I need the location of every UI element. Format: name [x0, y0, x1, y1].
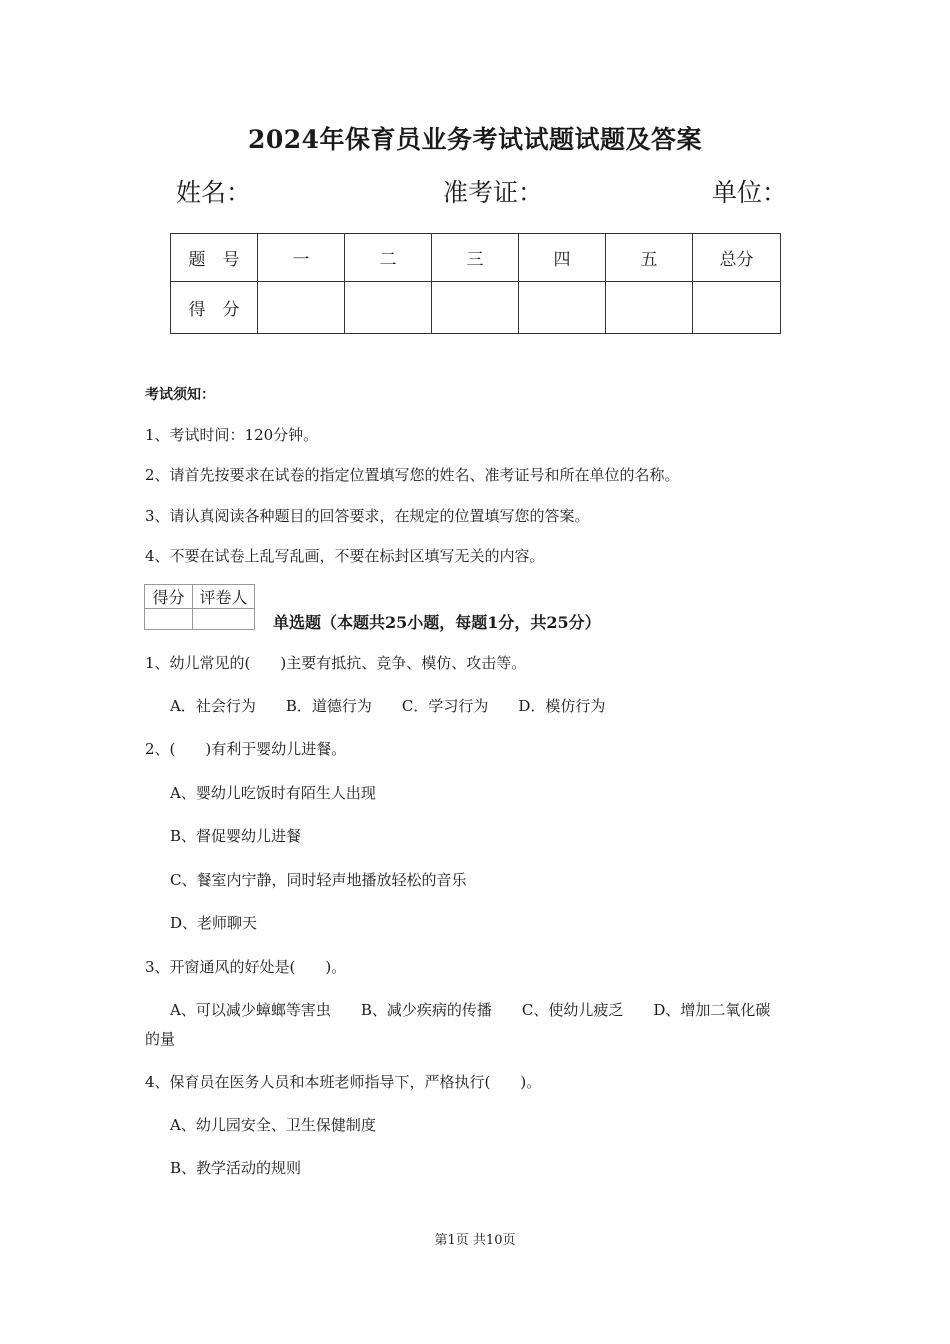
score-row-label: 得 分: [171, 282, 258, 334]
grader-score-cell: [145, 609, 193, 630]
question-3-options: A、可以减少蟑螂等害虫 B、减少疾病的传播 C、使幼儿疲乏 D、增加二氧化碳: [170, 1001, 771, 1019]
score-header-1: 一: [258, 234, 345, 282]
question-2-stem: 2、( )有利于婴幼儿进餐。: [145, 740, 347, 758]
question-4-stem: 4、保育员在医务人员和本班老师指导下，严格执行( )。: [145, 1073, 542, 1091]
score-cell-2: [345, 282, 432, 334]
section-heading: 单选题（本题共25小题，每题1分，共25分）: [273, 613, 601, 632]
grader-name-label: 评卷人: [193, 585, 255, 609]
question-2-option-a: A、婴幼儿吃饭时有陌生人出现: [170, 784, 376, 802]
score-cell-5: [606, 282, 693, 334]
question-3-options-continued: 的量: [145, 1030, 176, 1048]
name-label: 姓名：: [176, 178, 252, 207]
question-3-stem: 3、开窗通风的好处是( )。: [145, 958, 347, 976]
score-table-score-row: [171, 282, 781, 334]
score-cell-total: [693, 282, 781, 334]
score-cell-4: [519, 282, 606, 334]
page-footer: 第1页 共10页: [434, 1233, 516, 1248]
question-1-options: A．社会行为 B．道德行为 C．学习行为 D．模仿行为: [170, 697, 606, 715]
score-header-3: 三: [432, 234, 519, 282]
score-table-header-row: [171, 234, 781, 282]
score-header-5: 五: [606, 234, 693, 282]
score-header-2: 二: [345, 234, 432, 282]
question-2-option-c: C、餐室内宁静，同时轻声地播放轻松的音乐: [170, 871, 467, 889]
grader-score-label: 得分: [145, 585, 193, 609]
score-header-4: 四: [519, 234, 606, 282]
page-title: 2024年保育员业务考试试题试题及答案: [247, 125, 703, 154]
notice-item: 4、不要在试卷上乱写乱画，不要在标封区填写无关的内容。: [145, 547, 545, 565]
notice-item: 3、请认真阅读各种题目的回答要求，在规定的位置填写您的答案。: [145, 507, 590, 525]
notice-item: 1、考试时间：120分钟。: [145, 426, 319, 444]
notice-heading: 考试须知：: [145, 387, 215, 403]
question-2-option-d: D、老师聊天: [170, 914, 258, 932]
notice-item: 2、请首先按要求在试卷的指定位置填写您的姓名、准考证号和所在单位的名称。: [145, 466, 680, 484]
grader-box: [144, 584, 255, 630]
unit-label: 单位：: [712, 178, 788, 207]
score-header-question-no: 题 号: [171, 234, 258, 282]
score-cell-3: [432, 282, 519, 334]
score-table: [170, 233, 781, 334]
exam-number-label: 准考证：: [443, 178, 544, 207]
question-4-option-a: A、幼儿园安全、卫生保健制度: [170, 1116, 376, 1134]
question-1-stem: 1、幼儿常见的( )主要有抵抗、竞争、模仿、攻击等。: [145, 654, 527, 672]
question-2-option-b: B、督促婴幼儿进餐: [170, 827, 302, 845]
score-cell-1: [258, 282, 345, 334]
question-4-option-b: B、教学活动的规则: [170, 1159, 302, 1177]
grader-name-cell: [193, 609, 255, 630]
score-header-total: 总分: [693, 234, 781, 282]
